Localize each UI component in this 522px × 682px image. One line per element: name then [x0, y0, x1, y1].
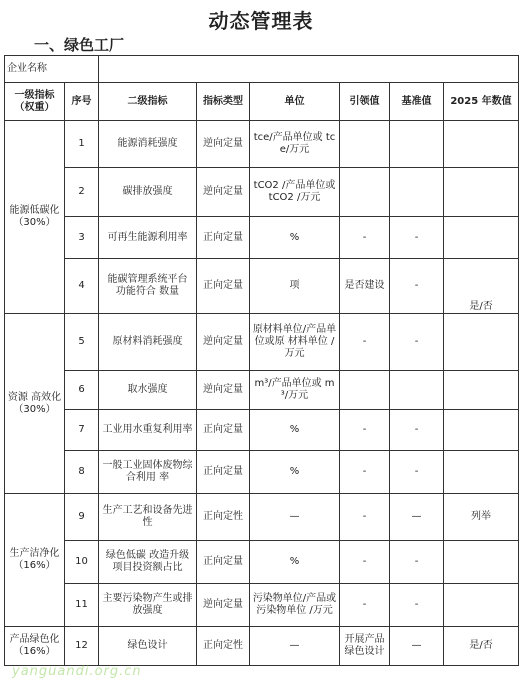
row-lead: - [340, 314, 390, 371]
row-unit: % [250, 410, 340, 451]
row-base: — [390, 494, 444, 541]
row-indicator: 能碳管理系统平台 功能符合 数量 [99, 259, 197, 314]
row-indicator: 工业用水重复利用率 [99, 410, 197, 451]
row-value[interactable]: 列举 [444, 494, 519, 541]
company-name-value[interactable] [99, 56, 519, 83]
row-lead: - [340, 541, 390, 584]
row-lead [340, 371, 390, 410]
row-base: - [390, 259, 444, 314]
row-type: 正向定量 [197, 259, 250, 314]
header-level1: 一级指标（权重） [5, 83, 65, 121]
row-value[interactable] [444, 451, 519, 494]
page-title: 动态管理表 [208, 9, 314, 33]
row-base: - [390, 314, 444, 371]
row-unit: 项 [250, 259, 340, 314]
row-no: 6 [65, 371, 99, 410]
header-no: 序号 [65, 83, 99, 121]
row-lead: - [340, 451, 390, 494]
row-value[interactable] [444, 410, 519, 451]
row-lead: - [340, 494, 390, 541]
row-no: 5 [65, 314, 99, 371]
row-lead [340, 121, 390, 168]
row-no: 2 [65, 168, 99, 217]
row-unit: 污染物单位/产品或污染物单位 /万元 [250, 584, 340, 627]
row-unit: % [250, 217, 340, 259]
header-level2: 二级指标 [99, 83, 197, 121]
row-no: 7 [65, 410, 99, 451]
row-type: 正向定量 [197, 451, 250, 494]
row-value[interactable] [444, 217, 519, 259]
row-type: 逆向定量 [197, 121, 250, 168]
table-row [5, 371, 519, 410]
row-lead: - [340, 217, 390, 259]
row-base [390, 168, 444, 217]
row-unit: tce/产品单位或 tce/万元 [250, 121, 340, 168]
row-no: 9 [65, 494, 99, 541]
row-value[interactable] [444, 584, 519, 627]
row-lead: 是否建设 [340, 259, 390, 314]
group-name: 资源 高效化 （30%） [5, 314, 65, 494]
row-lead: 开展产品绿色设计 [340, 627, 390, 666]
header-base: 基准值 [390, 83, 444, 121]
row-no: 3 [65, 217, 99, 259]
table-row [5, 259, 519, 314]
row-no: 11 [65, 584, 99, 627]
group-name: 产品绿色化 （16%） [5, 627, 65, 666]
row-unit: — [250, 627, 340, 666]
row-unit: 原材料单位/产品单位或原 材料单位 /万元 [250, 314, 340, 371]
row-value[interactable] [444, 168, 519, 217]
row-type: 正向定性 [197, 494, 250, 541]
table-row [5, 168, 519, 217]
row-value[interactable] [444, 121, 519, 168]
row-no: 4 [65, 259, 99, 314]
row-base: - [390, 584, 444, 627]
row-unit: tCO2 /产品单位或 tCO2 /万元 [250, 168, 340, 217]
table-row [5, 121, 519, 168]
row-indicator: 原材料消耗强度 [99, 314, 197, 371]
table-row [5, 494, 519, 541]
row-base: - [390, 451, 444, 494]
row-base [390, 371, 444, 410]
row-type: 逆向定量 [197, 371, 250, 410]
row-value[interactable] [444, 314, 519, 371]
watermark: yanguandi.org.cn [12, 664, 142, 679]
row-indicator: 绿色设计 [99, 627, 197, 666]
header-type: 指标类型 [197, 83, 250, 121]
table-row [5, 584, 519, 627]
row-no: 12 [65, 627, 99, 666]
row-value[interactable]: 是/否 [444, 259, 519, 314]
row-base: - [390, 410, 444, 451]
row-indicator: 可再生能源利用率 [99, 217, 197, 259]
row-value[interactable]: 是/否 [444, 627, 519, 666]
table-row [5, 217, 519, 259]
row-no: 10 [65, 541, 99, 584]
company-row [5, 56, 519, 83]
row-no: 1 [65, 121, 99, 168]
row-type: 逆向定量 [197, 168, 250, 217]
table-row [5, 627, 519, 666]
row-indicator: 绿色低碳 改造升级项目投资额占比 [99, 541, 197, 584]
row-lead [340, 168, 390, 217]
row-unit: m³/产品单位或 m³/万元 [250, 371, 340, 410]
header-lead: 引领值 [340, 83, 390, 121]
row-type: 正向定量 [197, 217, 250, 259]
table-row [5, 410, 519, 451]
row-value[interactable] [444, 541, 519, 584]
row-indicator: 取水强度 [99, 371, 197, 410]
header-row [5, 83, 519, 121]
row-base: - [390, 541, 444, 584]
management-table [4, 55, 519, 666]
table-row [5, 451, 519, 494]
row-base [390, 121, 444, 168]
row-lead: - [340, 410, 390, 451]
header-unit: 单位 [250, 83, 340, 121]
row-type: 正向定性 [197, 627, 250, 666]
row-unit: — [250, 494, 340, 541]
row-indicator: 生产工艺和设备先进性 [99, 494, 197, 541]
section-heading: 一、绿色工厂 [34, 36, 125, 54]
group-name: 生产洁净化 （16%） [5, 494, 65, 627]
row-value[interactable] [444, 371, 519, 410]
row-type: 逆向定量 [197, 584, 250, 627]
group-name: 能源低碳化 （30%） [5, 121, 65, 314]
row-indicator: 主要污染物产生或排放强度 [99, 584, 197, 627]
row-unit: % [250, 451, 340, 494]
table-row [5, 541, 519, 584]
company-name-label: 企业名称 [5, 56, 99, 83]
row-type: 逆向定量 [197, 314, 250, 371]
row-base: - [390, 217, 444, 259]
row-lead: - [340, 584, 390, 627]
row-indicator: 一般工业固体废物综合利用 率 [99, 451, 197, 494]
row-indicator: 碳排放强度 [99, 168, 197, 217]
row-unit: % [250, 541, 340, 584]
row-type: 正向定量 [197, 541, 250, 584]
row-type: 正向定量 [197, 410, 250, 451]
header-2025: 2025 年数值 [444, 83, 519, 121]
row-indicator: 能源消耗强度 [99, 121, 197, 168]
row-no: 8 [65, 451, 99, 494]
table-row [5, 314, 519, 371]
row-base: — [390, 627, 444, 666]
